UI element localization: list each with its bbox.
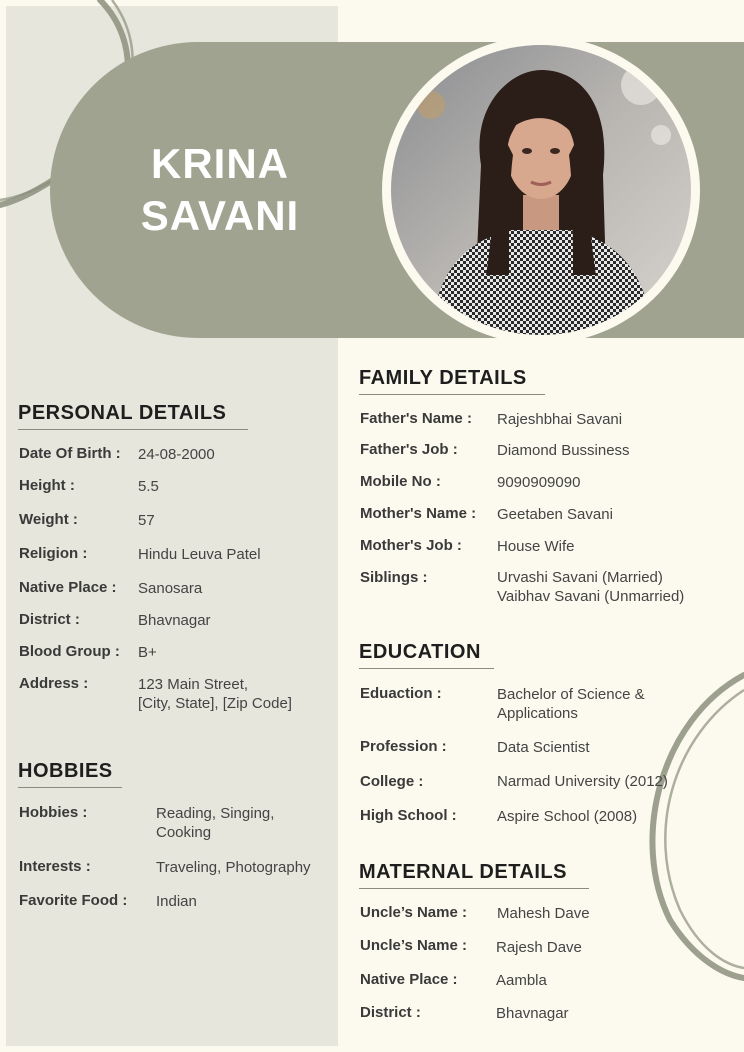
dob-label: Date Of Birth :	[19, 445, 121, 462]
address-value	[138, 675, 292, 713]
religion-value: Hindu Leuva Patel	[138, 546, 261, 563]
weight-value: 57	[138, 512, 155, 529]
brush-circle-decoration-bottom	[640, 660, 744, 990]
hobbies-value	[156, 804, 274, 842]
maternal-district-value: Bhavnagar	[496, 1005, 569, 1022]
maternal-district-label: District :	[360, 1004, 421, 1021]
height-label: Height :	[19, 477, 75, 494]
education-label: Eduaction :	[360, 685, 442, 702]
mothers-job-value: House Wife	[497, 538, 575, 555]
hobbies-title: HOBBIES	[18, 760, 122, 788]
blood-group-value: B+	[138, 644, 157, 661]
uncle-name-2-label: Uncle’s Name :	[360, 937, 467, 954]
fathers-job-label: Father's Job :	[360, 441, 458, 458]
education-line-2: Applications	[497, 705, 578, 722]
weight-label: Weight :	[19, 511, 78, 528]
hobbies-line-2: Cooking	[156, 824, 212, 841]
uncle-name-1-value: Mahesh Dave	[497, 905, 590, 922]
interests-label: Interests :	[19, 858, 91, 875]
address-line-1: 123 Main Street,	[138, 676, 249, 693]
maternal-details-title: MATERNAL DETAILS	[359, 861, 589, 889]
native-place-value: Sanosara	[138, 580, 203, 597]
mobile-no-value: 9090909090	[497, 474, 581, 491]
college-label: College :	[360, 773, 424, 790]
uncle-name-1-label: Uncle’s Name :	[360, 904, 467, 921]
hobbies-label: Hobbies :	[19, 804, 88, 821]
college-value: Narmad University (2012)	[497, 773, 668, 790]
sibling-2: Vaibhav Savani (Unmarried)	[497, 588, 685, 605]
mothers-name-value: Geetaben Savani	[497, 506, 613, 523]
first-name: KRINA	[151, 140, 289, 187]
profile-name	[60, 138, 380, 242]
high-school-label: High School :	[360, 807, 457, 824]
mothers-job-label: Mother's Job :	[360, 537, 462, 554]
siblings-value	[497, 568, 684, 606]
mobile-no-label: Mobile No :	[360, 473, 441, 490]
height-value: 5.5	[138, 478, 159, 495]
address-line-2: [City, State], [Zip Code]	[138, 695, 292, 712]
hobbies-line-1: Reading, Singing,	[156, 805, 275, 822]
education-line-1: Bachelor of Science &	[497, 686, 645, 703]
fathers-name-value: Rajeshbhai Savani	[497, 411, 623, 428]
siblings-label: Siblings :	[360, 569, 428, 586]
religion-label: Religion :	[19, 545, 88, 562]
education-title: EDUCATION	[359, 641, 494, 669]
interests-value: Traveling, Photography	[156, 859, 311, 876]
maternal-native-place-value: Aambla	[496, 972, 547, 989]
dob-value: 24-08-2000	[138, 446, 215, 463]
education-value	[497, 685, 645, 723]
uncle-name-2-value: Rajesh Dave	[496, 939, 582, 956]
last-name: SAVANI	[140, 192, 300, 239]
native-place-label: Native Place :	[19, 579, 117, 596]
district-value: Bhavnagar	[138, 612, 211, 629]
fathers-job-value: Diamond Bussiness	[497, 442, 630, 459]
blood-group-label: Blood Group :	[19, 643, 120, 660]
sibling-1: Urvashi Savani (Married)	[497, 569, 663, 586]
favorite-food-label: Favorite Food :	[19, 892, 128, 909]
address-label: Address :	[19, 675, 89, 692]
favorite-food-value: Indian	[156, 893, 197, 910]
profession-label: Profession :	[360, 738, 447, 755]
mothers-name-label: Mother's Name :	[360, 505, 477, 522]
profile-photo	[391, 45, 691, 335]
district-label: District :	[19, 611, 80, 628]
family-details-title: FAMILY DETAILS	[359, 367, 545, 395]
personal-details-title: PERSONAL DETAILS	[18, 402, 248, 430]
maternal-native-place-label: Native Place :	[360, 971, 458, 988]
fathers-name-label: Father's Name :	[360, 410, 472, 427]
profession-value: Data Scientist	[497, 739, 590, 756]
high-school-value: Aspire School (2008)	[497, 808, 638, 825]
